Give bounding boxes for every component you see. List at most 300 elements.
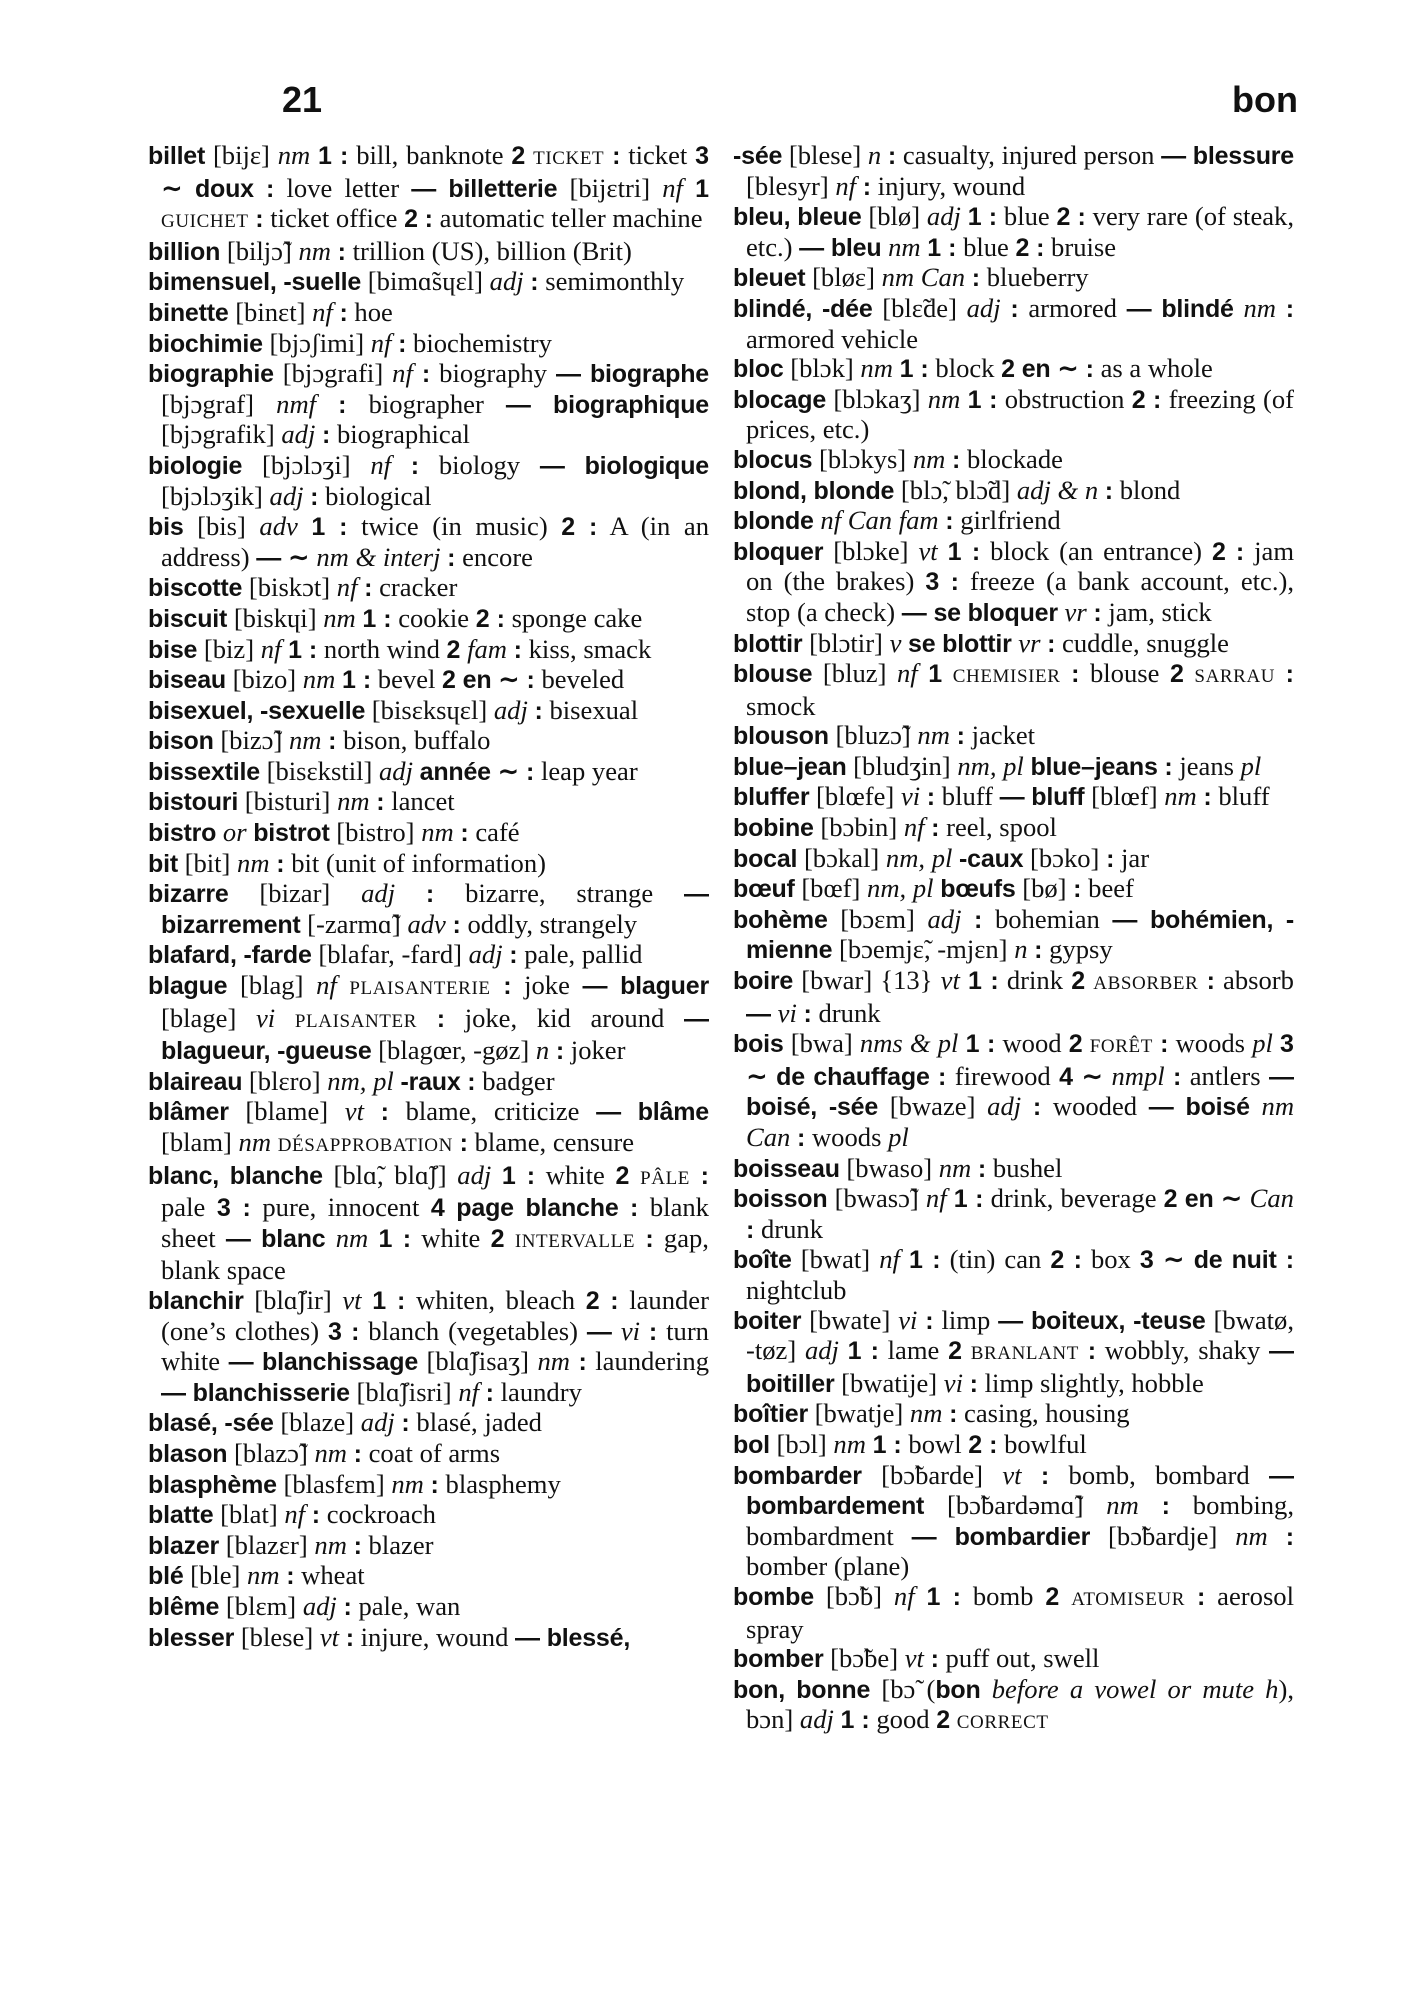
text: obstruction [997,383,1132,414]
sense-marker: : [971,264,981,293]
sense-marker: : [353,1531,362,1560]
text [866,1429,873,1459]
sense-marker: : [974,905,983,934]
sense-marker: 1 : [847,1337,879,1366]
text [960,965,968,995]
text: absorb [1214,965,1294,996]
grammar-label: nm [421,817,454,848]
text: [bɔl] [769,1428,834,1459]
grammar-label: v [889,627,902,658]
grammar-label: nf [835,170,857,201]
text [505,1223,515,1253]
text [1226,536,1236,566]
grammar-label: adj [804,1335,839,1366]
text: [blazɛr] [219,1529,315,1560]
sense-marker: : [931,814,940,843]
sense-marker: : [1160,1030,1169,1059]
text [1185,1244,1194,1274]
text: ticket office [263,203,405,234]
sense-marker: : [1196,1582,1206,1611]
sense-marker: 2 [948,1337,962,1366]
headword: boiteux, -teuse [1030,1306,1206,1335]
sense-marker: 2 : [1050,1246,1082,1275]
text [930,1061,938,1091]
sense-marker: 3 [695,142,709,170]
sense-marker: : [926,783,936,812]
text [325,1223,335,1253]
grammar-label: adj [799,1704,834,1735]
sense-marker: 1 [695,174,709,203]
text: pale, wan [351,1590,461,1621]
headword: blafard, -farde [148,941,312,970]
sense-marker: 1 : [840,1706,870,1735]
text: lancet [384,786,455,817]
headword: blagueur, -gueuse [161,1037,372,1066]
dictionary-entry [148,573,709,604]
text: hoe [347,296,393,327]
dictionary-entry [733,1675,1294,1738]
dictionary-entry [733,537,1294,629]
sense-marker: : [436,1004,446,1033]
sense-marker: : [459,1129,468,1157]
sense-marker: : [1047,629,1056,658]
headword: bloquer [733,537,824,566]
grammar-label: nf [897,658,918,689]
grammar-label: fam [467,633,507,664]
sense-marker: 2 [585,1286,600,1315]
text: biographical [330,419,470,450]
text: laundering [586,1346,709,1377]
grammar-label: n [535,1035,550,1066]
text: [ble] [183,1560,248,1591]
headword: bistrot [253,819,330,848]
sense-marker: 3 : [327,1317,360,1346]
text [1079,1335,1088,1365]
text: [bjɔʃimi] [262,327,371,358]
sense-marker: : [485,1378,494,1407]
text [1276,293,1286,323]
text: [bizar] [228,878,362,909]
text: [bimɑ̃sɥɛl] [361,266,490,297]
dash-separator: — [596,1098,622,1127]
text: north wind [317,633,447,664]
text: [blɑ̃ʃisaʒ] [418,1346,538,1377]
text [965,262,972,292]
text: badger [475,1065,555,1096]
dictionary-entry [148,726,709,757]
headword: bohémien, -mienne [746,905,1294,965]
grammar-label: nm, pl [957,750,1024,781]
sense-marker: 4 [1059,1062,1073,1091]
dictionary-entry [148,1286,709,1408]
sense-marker: 1 : [872,1430,902,1459]
dictionary-entry [733,506,1294,537]
sense-marker: : [1087,1337,1097,1366]
sense-marker: 1 : [965,1030,996,1059]
dash-separator: — [998,1306,1024,1335]
headword: boîte [733,1246,792,1275]
text: biology [419,449,540,480]
text [254,1346,262,1376]
grammar-label: or [222,817,247,848]
sense-marker: 1 : [968,967,999,996]
headword: bœuf [733,875,795,904]
headword: bœufs [940,875,1016,904]
text [391,450,411,480]
text [1268,1521,1286,1551]
text: encore [455,541,533,572]
sense-marker: : [430,1470,439,1499]
dash-separator: — [582,972,608,1001]
grammar-label: adj [493,694,528,725]
text: bill, banknote [348,140,512,170]
grammar-label: nm [1243,292,1276,323]
text [368,1223,378,1253]
headword: blue–jean [733,752,847,781]
text: [bwat] [791,1244,880,1275]
grammar-label: vi [898,1304,918,1335]
dictionary-entry [733,263,1294,294]
headword: bis [148,513,184,542]
text: [blɔk] [783,353,861,384]
text: [bijɛtri] [557,172,663,203]
grammar-label: nf Can fam [820,505,939,536]
text [1021,1091,1033,1121]
text: wobbly, shaky [1096,1335,1269,1366]
text [1184,658,1195,688]
grammar-label: adj & n [1016,474,1099,505]
headword: en [1184,1185,1214,1214]
text: joke [511,970,583,1001]
text [540,1622,547,1652]
text [1214,1183,1221,1213]
text: [blɔ̃, blɔ̃d] [894,474,1017,505]
text [1185,1581,1197,1611]
text: bombing, bombardment [746,1490,1294,1551]
sense-marker: : [930,1645,939,1674]
headword: bleu, bleue [733,203,862,232]
text: [blagœr, -gøz] [371,1035,536,1066]
dictionary-entry [733,782,1294,813]
text: [blazɔ̃] [227,1437,315,1468]
sense-marker: 2 [1015,233,1030,262]
text [479,1377,486,1407]
sense-marker: 2 [1131,385,1146,414]
headword: biographie [148,360,274,389]
headword: bocal [733,844,798,873]
headword: blaireau [148,1067,243,1096]
headword: blasé, -sée [148,1409,274,1438]
sense-marker: : [612,142,621,170]
text [1154,1244,1163,1274]
sense-marker: : [1034,936,1043,965]
sense-marker: 2 : [1056,203,1086,232]
text: [blafar, -fard] [311,939,469,970]
text: [blam] [161,1127,239,1157]
headword: bomber [733,1645,824,1674]
text [1174,1091,1186,1121]
dictionary-entry [148,665,709,696]
sense-marker: : [1285,1522,1295,1551]
sense-marker: : [255,205,264,234]
text: [bɔemjɛ̃, -mjɛn] [832,934,1015,965]
text: white [535,1159,616,1190]
text: biochemistry [406,327,552,358]
text [335,664,342,694]
text: bomb [960,1580,1046,1611]
grammar-label: nm [917,720,950,751]
dash-separator: — [225,1224,251,1253]
text: jacket [964,720,1036,751]
text: [binɛt] [228,296,313,327]
sense-marker: : [977,1154,987,1183]
sense-marker: 1 : [967,203,998,232]
text: [bludʒin] [846,750,958,781]
headword: bluff [1031,783,1085,812]
text: blame, criticize [388,1096,597,1127]
text: [bwaze] [878,1091,988,1122]
headword: blazer [148,1531,220,1560]
text: [bijɛ] [205,140,278,170]
dash-separator: — [505,390,531,419]
sense-marker: : [1085,355,1094,384]
entries-column-left [148,141,709,1653]
sense-marker: : [1173,1062,1182,1091]
text [507,634,514,664]
text: bit (unit of information) [284,847,547,878]
dictionary-entry [733,721,1294,752]
sense-marker: : [700,1161,709,1190]
text: [bɔko] [1023,842,1107,873]
headword: biscotte [148,574,243,603]
sense-marker: : [862,172,872,201]
text: [blɛm] [219,1590,303,1621]
text: coat of arms [361,1437,501,1468]
swung-dash-icon: ∼ [1081,1061,1104,1092]
sense-marker: : [328,727,337,756]
grammar-label: adj [302,1590,337,1621]
text [1058,597,1065,627]
headword: boisseau [733,1154,840,1183]
dash-separator: — [539,451,565,480]
dictionary-entry [733,1306,1294,1400]
page-number: 21 [282,79,323,120]
guide-word: bon [1232,79,1298,120]
headword: bleu [830,233,882,262]
text: cookie [391,602,476,633]
headword: blue–jeans [1030,752,1158,781]
dictionary-entry [733,874,1294,905]
text: [bwaso] [839,1152,939,1183]
dash-separator: — [411,174,437,203]
text [604,140,612,170]
text [1250,1091,1262,1121]
text [958,1028,965,1058]
text [413,358,422,388]
text [950,720,957,750]
sense-marker: : [509,941,518,970]
headword: biographique [553,390,709,419]
dictionary-entry [148,359,709,451]
text [607,970,620,1000]
text: [bisɛkstil] [259,755,379,786]
dictionary-entry [148,141,709,237]
headword: blême [148,1592,220,1621]
text: beef [1081,873,1134,904]
sense-marker: : [1203,783,1212,812]
dictionary-entry [733,1399,1294,1430]
text [1023,1305,1031,1335]
sense-marker: 2 [404,205,419,234]
sense-marker: : [797,1124,806,1152]
text: blanch (vegetables) [359,1315,587,1346]
text [947,1183,954,1213]
headword: bizarrement [161,910,301,939]
text: [bisɛksɥɛl] [365,694,494,725]
text: [bɔ̃b] [813,1580,894,1611]
text: box [1081,1244,1140,1275]
text: [bɔ̃barde] [861,1459,1003,1490]
text: [blaze] [273,1407,361,1438]
text: bluff [1211,781,1270,812]
text [893,353,900,383]
text [305,1499,312,1529]
text: blockade [960,443,1063,474]
text: (tin) can [940,1244,1051,1275]
text: casing, housing [957,1398,1130,1429]
text: [blɛ̃de] [872,292,967,323]
grammar-label: nm [1106,1490,1139,1521]
text: woods [805,1122,889,1152]
text [1015,353,1022,383]
text: aerosol spray [746,1580,1294,1644]
grammar-label: nm [323,602,356,633]
text: puff out, swell [938,1643,1100,1674]
grammar-label: nm [314,1529,347,1560]
headword: bohème [733,905,828,934]
text: limp [933,1304,999,1335]
dictionary-entry [733,141,1294,202]
sense-marker: 1 [928,660,943,689]
sense-marker: : [969,1369,978,1398]
text [183,173,195,203]
headword: boire [733,967,794,996]
cross-reference: PLAISANTERIE [349,978,491,1000]
dictionary-entry [733,1582,1294,1644]
text [254,173,266,203]
text [945,444,952,474]
headword: bise [148,635,198,664]
dash-separator: — [1268,1062,1294,1091]
headword: bistouri [148,788,239,817]
cross-reference: BRANLANT [970,1343,1079,1365]
text [1022,1460,1041,1490]
grammar-label: nms & pl [859,1028,959,1059]
headword: blague [148,972,228,1001]
grammar-label: nm [927,383,961,414]
text: block [928,353,1002,384]
headword: bobine [733,814,814,843]
swung-dash-icon: ∼ [287,542,310,573]
grammar-label: nm [238,1127,272,1157]
sense-marker: 1 [378,1224,393,1253]
grammar-label: n [867,140,882,170]
grammar-label: nm [938,1152,972,1183]
sense-marker: : [410,451,420,480]
dictionary-entry [733,1644,1294,1675]
dash-separator: — [1148,1093,1174,1122]
text: [bɔbin] [813,812,904,843]
grammar-label: vi [777,997,797,1028]
dictionary-entry [148,237,709,268]
text: oddly, strangely [460,908,638,939]
headword: blonde [733,507,814,536]
sense-marker: 2 [511,142,526,170]
text [797,998,804,1028]
grammar-label: vt [342,1284,362,1315]
sense-marker: : [513,635,522,664]
headword: blessure [1192,142,1294,170]
sense-marker: : [1036,233,1045,262]
grammar-label: adj [360,1407,395,1438]
headword: boiter [733,1306,802,1335]
sense-marker: : [343,1592,352,1621]
text: blame, censure [467,1127,635,1157]
text [456,664,463,694]
grammar-label: nf [925,1183,947,1214]
headword: biseau [148,666,226,695]
sense-marker: : [345,1623,355,1652]
sense-marker: : [353,1439,362,1468]
grammar-label: n [1014,934,1028,965]
dictionary-entry [148,1408,709,1439]
text [635,1223,645,1253]
sense-marker: : [938,1062,947,1091]
text: café [468,817,520,848]
text [683,173,695,203]
sense-marker: : [803,999,812,1028]
dictionary-entry [148,1531,709,1562]
grammar-label: adj [281,419,316,450]
dictionary-entry [148,267,709,298]
dictionary-entry [148,1470,709,1501]
text [1242,1183,1249,1213]
dictionary-entry [733,1430,1294,1461]
sense-marker: 3 : [925,568,959,597]
headword: blindé, -dée [733,294,873,323]
grammar-label: nm [237,847,270,878]
headword: boisé, -sée [746,1093,879,1122]
text: pure, innocent [250,1192,431,1223]
dictionary-entry [148,1439,709,1470]
sense-marker: : [452,910,461,939]
text: [blage] [161,1002,256,1033]
headword: bol [733,1430,770,1459]
text: cuddle, snuggle [1055,627,1229,658]
text [950,1704,957,1734]
grammar-label: vt [940,965,960,996]
text: bruise [1044,231,1117,262]
text: [blɑ̃, blɑ̃ʃ] [322,1159,458,1190]
text: wooded [1041,1091,1149,1122]
grammar-label: vi [943,1367,963,1398]
text: jam, stick [1101,596,1212,627]
grammar-label: nm [833,1428,866,1459]
text [418,203,425,233]
text: bowlful [997,1428,1087,1459]
text [395,878,426,908]
headword: bisexuel, -sexuelle [148,696,366,725]
